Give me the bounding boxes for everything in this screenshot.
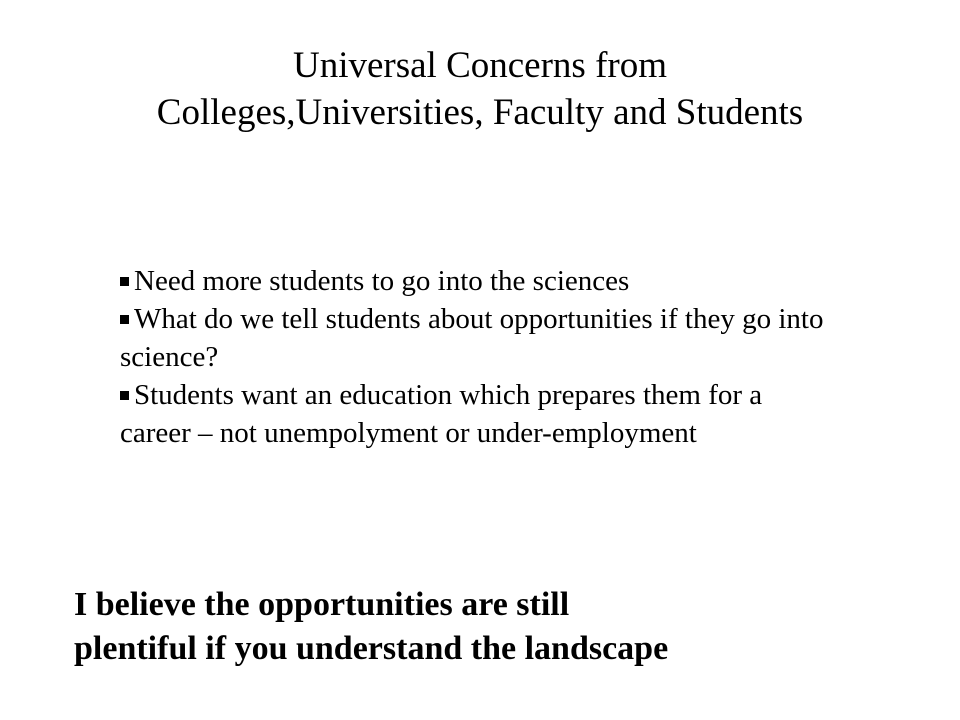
bullet-text: Students want an education which prepares them for a career – not unempolyment or under-employment	[120, 379, 763, 449]
list-item	[120, 376, 840, 452]
bullet-text: What do we tell students about opportunities if they go into science?	[120, 303, 824, 373]
closing-line-2: plentiful if you understand the landscape	[74, 630, 669, 667]
bullet-text: Need more students to go into the sciences	[134, 265, 630, 297]
slide-title	[60, 42, 900, 136]
slide-title-line-1: Universal Concerns from	[292, 45, 667, 86]
closing-statement	[74, 583, 914, 671]
square-bullet-icon	[120, 391, 129, 400]
slide-title-line-2: Colleges,Universities, Faculty and Students	[156, 92, 804, 133]
list-item	[120, 262, 840, 300]
square-bullet-icon	[120, 315, 129, 324]
closing-line-1: I believe the opportunities are still	[74, 586, 570, 623]
concerns-list	[120, 262, 840, 452]
list-item	[120, 300, 840, 376]
square-bullet-icon	[120, 277, 129, 286]
